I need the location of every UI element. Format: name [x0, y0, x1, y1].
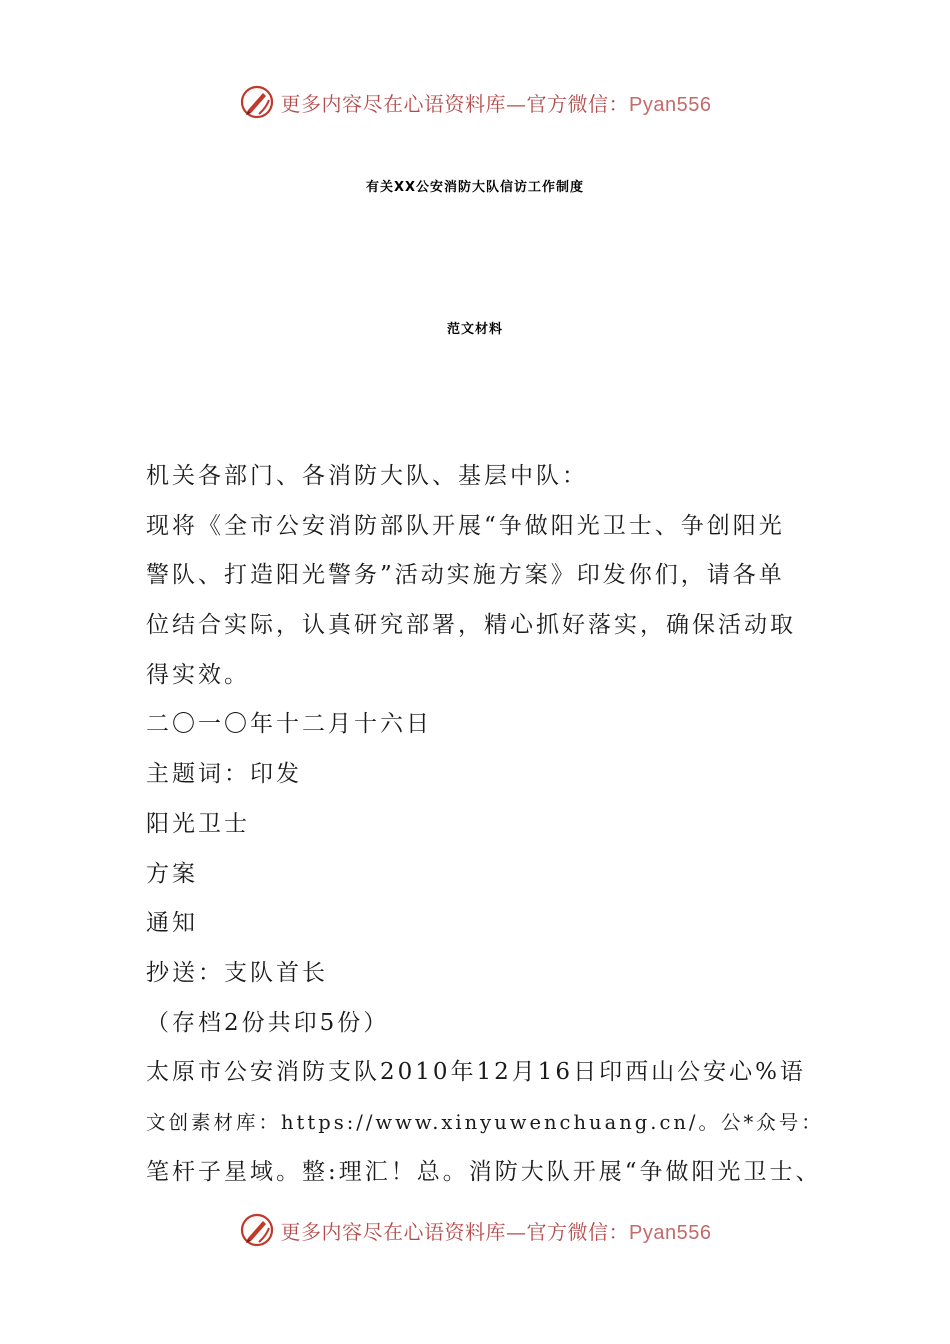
body-line: 太原市公安消防支队2010年12月16日印西山公安心%语 [146, 1059, 806, 1086]
document-body [146, 452, 836, 1197]
body-line: 机关各部门、各消防大队、基层中队： [146, 463, 588, 489]
body-line: 现将《全市公安消防部队开展“争做阳光卫士、争创阳光 [146, 512, 785, 539]
body-line: 笔杆子星域。整:理汇！总。消防大队开展“争做阳光卫士、 [146, 1158, 822, 1185]
body-line: 阳光卫士 [146, 810, 250, 837]
body-line: 文创素材库：https://www.xinyuwenchuang.cn/。公*众号： [146, 1110, 824, 1134]
pen-logo-icon [239, 1212, 275, 1248]
body-line: 警队、打造阳光警务”活动实施方案》印发你们，请各单 [146, 562, 785, 589]
body-line: 通知 [146, 910, 198, 937]
body-line: 主题词：印发 [146, 761, 302, 788]
watermark-wechat-id: Pyan556 [629, 93, 712, 116]
body-line: 得实效。 [146, 661, 250, 688]
body-line: 方案 [146, 860, 198, 887]
body-line: 位结合实际，认真研究部署，精心抓好落实，确保活动取 [146, 612, 796, 639]
watermark-header [0, 84, 950, 120]
body-line: 二〇一〇年十二月十六日 [146, 711, 432, 738]
document-title-line2: 范文材料 [446, 322, 503, 337]
pen-logo-icon [239, 84, 275, 120]
watermark-wechat-id: Pyan556 [629, 1221, 712, 1244]
body-line: （存档2份共印5份） [146, 1009, 390, 1036]
document-title-line1: 有关XX公安消防大队信访工作制度 [365, 180, 585, 195]
body-line: 抄送：支队首长 [146, 959, 328, 986]
watermark-text: 更多内容尽在心语资料库—官方微信： [280, 91, 630, 116]
watermark-footer [0, 1212, 950, 1248]
watermark-text: 更多内容尽在心语资料库—官方微信： [280, 1219, 630, 1244]
